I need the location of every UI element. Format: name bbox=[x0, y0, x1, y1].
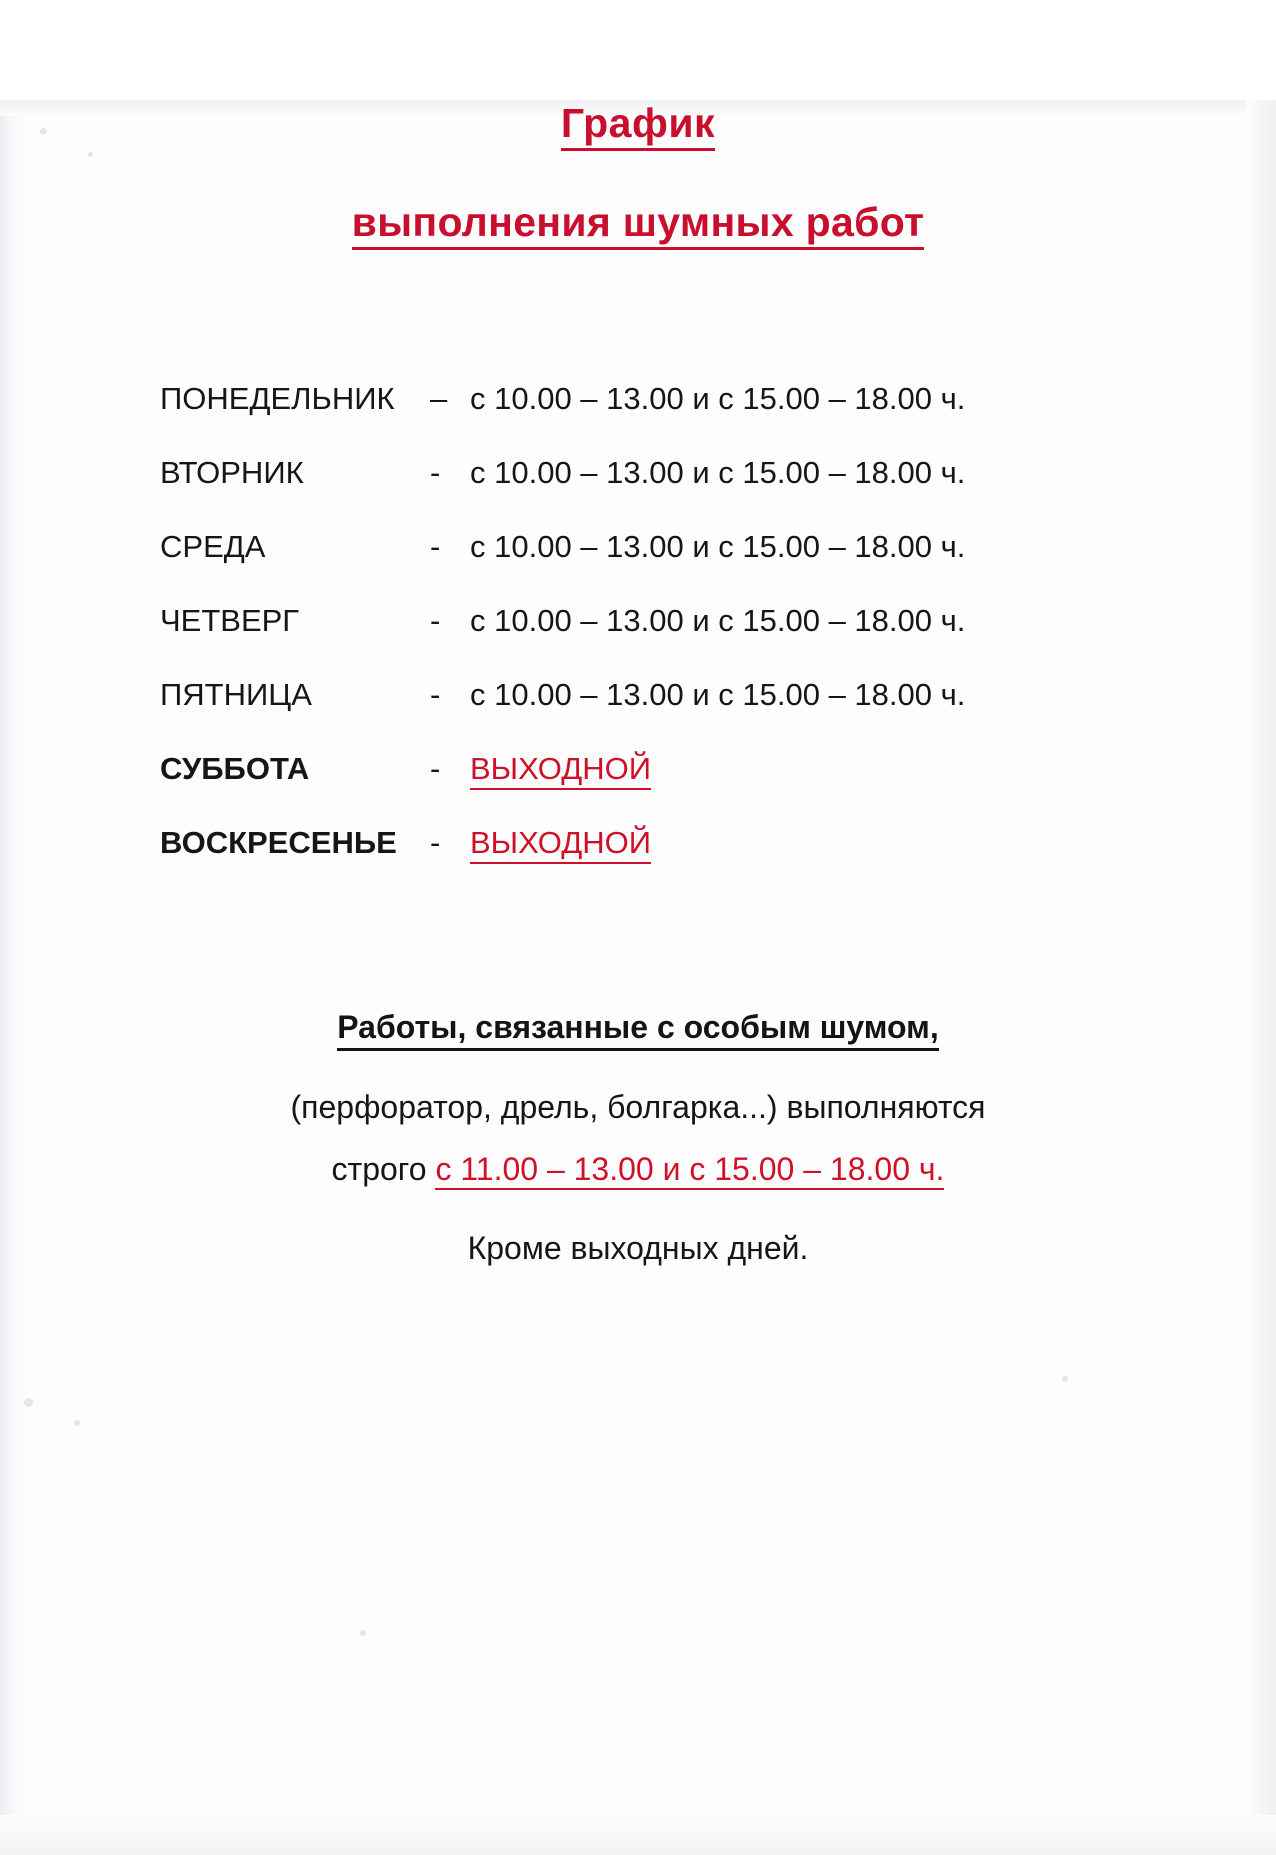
note-line-2 bbox=[70, 1151, 1206, 1188]
schedule-day-label: ПЯТНИЦА bbox=[160, 677, 312, 712]
note-heading-wrap bbox=[70, 1009, 1206, 1051]
schedule-list bbox=[160, 381, 1206, 899]
schedule-row bbox=[160, 603, 1206, 677]
schedule-day-label: СРЕДА bbox=[160, 529, 266, 564]
schedule-separator: - bbox=[430, 529, 441, 564]
schedule-separator: - bbox=[430, 455, 441, 490]
note-heading: Работы, связанные с особым шумом, bbox=[337, 1009, 938, 1051]
scan-speck bbox=[360, 1630, 366, 1636]
scan-speck bbox=[24, 1398, 33, 1407]
schedule-day-label: СУББОТА bbox=[160, 751, 310, 786]
schedule-hours-value: с 10.00 – 13.00 и с 15.00 – 18.00 ч. bbox=[470, 677, 966, 712]
note-line-1: (перфоратор, дрель, болгарка...) выполняются bbox=[290, 1089, 986, 1125]
schedule-row bbox=[160, 825, 1206, 899]
document-title-line-1-text: График bbox=[561, 100, 715, 151]
schedule-hours-value: ВЫХОДНОЙ bbox=[470, 825, 651, 864]
schedule-day-label: ПОНЕДЕЛЬНИК bbox=[160, 381, 395, 416]
document-title-line-1 bbox=[70, 100, 1206, 147]
schedule-hours-value: с 10.00 – 13.00 и с 15.00 – 18.00 ч. bbox=[470, 603, 966, 638]
note-block bbox=[70, 1009, 1206, 1267]
document-content bbox=[0, 100, 1276, 1267]
schedule-hours-value: с 10.00 – 13.00 и с 15.00 – 18.00 ч. bbox=[470, 529, 966, 564]
schedule-day-label: ВТОРНИК bbox=[160, 455, 304, 490]
schedule-row bbox=[160, 677, 1206, 751]
schedule-day-label: ВОСКРЕСЕНЬЕ bbox=[160, 825, 397, 860]
scan-speck bbox=[74, 1420, 80, 1426]
schedule-hours-value: ВЫХОДНОЙ bbox=[470, 751, 651, 790]
document-title-line-2-text: выполнения шумных работ bbox=[352, 199, 925, 250]
schedule-row bbox=[160, 381, 1206, 455]
scan-edge-bottom bbox=[0, 1815, 1276, 1855]
schedule-separator: – bbox=[430, 381, 448, 416]
schedule-row bbox=[160, 751, 1206, 825]
note-line-2-prefix: строго bbox=[331, 1150, 436, 1187]
schedule-separator: - bbox=[430, 603, 441, 638]
note-line-2-highlight: с 11.00 – 13.00 и с 15.00 – 18.00 ч. bbox=[435, 1151, 944, 1190]
document-page bbox=[0, 100, 1276, 1855]
schedule-hours-value: с 10.00 – 13.00 и с 15.00 – 18.00 ч. bbox=[470, 455, 966, 490]
schedule-day-label: ЧЕТВЕРГ bbox=[160, 603, 300, 638]
note-line-3: Кроме выходных дней. bbox=[467, 1229, 809, 1266]
schedule-separator: - bbox=[430, 825, 441, 860]
schedule-row bbox=[160, 529, 1206, 603]
document-title-line-2 bbox=[70, 199, 1206, 246]
schedule-separator: - bbox=[430, 751, 441, 786]
schedule-separator: - bbox=[430, 677, 441, 712]
schedule-row bbox=[160, 455, 1206, 529]
schedule-hours-value: с 10.00 – 13.00 и с 15.00 – 18.00 ч. bbox=[470, 381, 966, 416]
scan-speck bbox=[1062, 1376, 1068, 1382]
